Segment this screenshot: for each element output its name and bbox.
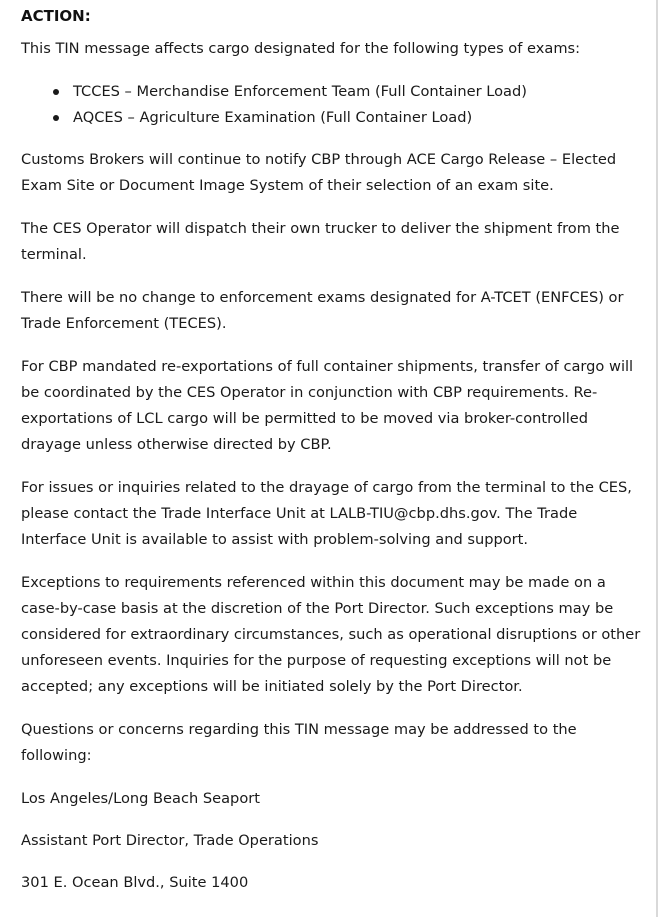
contact-address: 301 E. Ocean Blvd., Suite 1400 <box>21 874 249 891</box>
reexport-paragraph: For CBP mandated re-exportations of full container shipments, transfer of cargo will be coordinated by the CES Operator in conjunction with CBP requirements. Re-exportations of LCL cargo will be permitted to be moved via broker-controlled drayage unless otherwise directed by CBP. <box>21 358 634 453</box>
bullet-icon <box>53 89 59 95</box>
questions-paragraph: Questions or concerns regarding this TIN message may be addressed to the following: <box>21 721 577 764</box>
intro-paragraph: This TIN message affects cargo designated for the following types of exams: <box>21 40 581 57</box>
issues-paragraph: For issues or inquiries related to the drayage of cargo from the terminal to the CES, please contact the Trade Interface Unit at LALB-TIU@cbp.dhs.gov. The Trade Interface Unit is available to assist with problem-solving and support. <box>21 479 632 548</box>
operator-paragraph: The CES Operator will dispatch their own trucker to deliver the shipment from the terminal. <box>21 220 620 263</box>
contact-title: Assistant Port Director, Trade Operations <box>21 832 319 849</box>
brokers-paragraph: Customs Brokers will continue to notify CBP through ACE Cargo Release – Elected Exam Site or Document Image System of their selection of an exam site. <box>21 151 617 194</box>
exam-type-text: TCCES – Merchandise Enforcement Team (Full Container Load) <box>73 83 527 100</box>
contact-office: Los Angeles/Long Beach Seaport <box>21 790 260 807</box>
list-item <box>73 105 642 131</box>
list-item <box>73 79 642 105</box>
enforcement-paragraph: There will be no change to enforcement exams designated for A-TCET (ENFCES) or Trade Enforcement (TECES). <box>21 289 624 332</box>
page-edge-divider <box>656 0 658 917</box>
bullet-icon <box>53 115 59 121</box>
exceptions-paragraph: Exceptions to requirements referenced within this document may be made on a case-by-case basis at the discretion of the Port Director. Such exceptions may be considered for extraordinary circumstances, such as operational disruptions or other unforeseen events. Inquiries for the purpose of requesting exceptions will not be accepted; any exceptions will be initiated solely by the Port Director. <box>21 574 641 695</box>
exam-types-list <box>21 79 642 131</box>
action-heading: ACTION: <box>21 7 91 25</box>
exam-type-text: AQCES – Agriculture Examination (Full Container Load) <box>73 109 473 126</box>
